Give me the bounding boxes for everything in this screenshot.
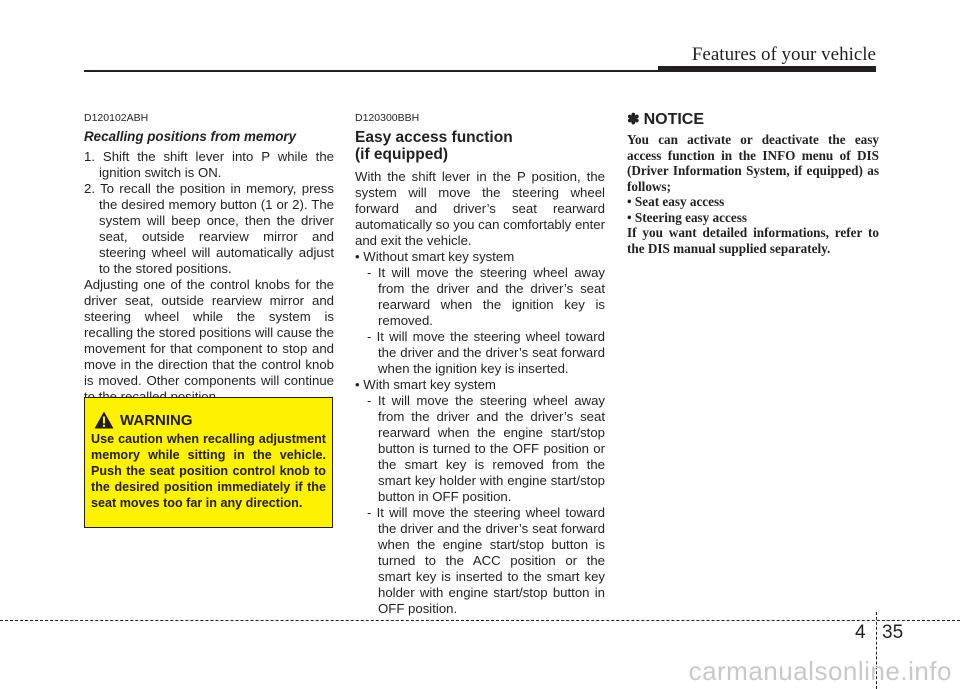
section-title-line: (if equipped) [355,146,448,163]
notice-star-icon: ✽ [627,111,640,128]
notice-line: • Seat easy access [627,194,725,209]
body-paragraph: Adjusting one of the control knobs for the driver seat, outside rearview mirror and steering wheel while the system is recalling the stored positions will cause the movement for that component to stop and move in the direction that the control knob is moved. Other components will continue [84,277,334,388]
intro-paragraph: With the shift lever in the P position, the system will move the steering wheel forward and driver’s seat rearward automatically so you can comfortably enter and exit the vehicle. [355,169,605,248]
page-number: 35 [882,622,904,643]
dash-item: - It will move the steering wheel toward the driver and the driver’s seat forward when the engine start/stop button is turned to the ACC position or the smart key is inserted to the smart key holder with engine start/stop button in OFF position. [367,505,605,616]
section-code: D120102ABH [84,112,149,124]
section-title-line: Easy access function [355,129,513,146]
notice-line: • Steering easy access [627,209,747,225]
footer-divider [0,620,960,621]
notice-text [627,132,879,256]
bullet-item: • Without smart key system [355,249,515,264]
step-item: 2. To recall the position in memory, press the desired memory button (1 or 2). The system will beep once, then the driver seat, outside rearview mirror and steering wheel will automatically adjust to the stored positions. [84,181,334,276]
watermark: carmanualsonline.info [688,656,952,686]
dash-item: - It will move the steering wheel away from the driver and the driver’s seat rearward when the ignition key is removed. [367,265,605,328]
step-item: 1. Shift the shift lever into P while the ignition switch is ON. [84,149,334,180]
warning-title: WARNING [120,411,193,429]
dash-item: - It will move the steering wheel away from the driver and the driver’s seat rearward when the engine start/stop button is turned to the OFF position or the smart key is removed from the smart key holder with engine start/stop button in OFF position. [367,393,605,504]
warning-box [84,397,333,528]
warning-icon [94,411,114,429]
header-rule [84,70,658,72]
notice-title-text: NOTICE [643,111,705,128]
subheading: Recalling positions from memory [84,129,297,144]
bullet-item: • With smart key system [355,377,496,392]
header-bar [658,66,876,72]
notice-column [627,110,879,256]
section-title [355,129,605,163]
page-header-title: Features of your vehicle [691,44,876,65]
warning-header [94,410,193,430]
middle-column [355,110,605,617]
dash-item: - It will move the steering wheel toward the driver and the driver’s seat forward when the ignition key is inserted. [367,329,605,376]
notice-title [627,112,879,128]
warning-text: Use caution when recalling adjustment memory while sitting in the vehicle. Push the seat position control knob to the desired position immediately if the seat moves too far in any direction. [91,432,326,510]
left-column [84,110,334,405]
chapter-number: 4 [855,622,866,643]
notice-line: You can activate or deactivate the easy access function in the INFO menu of DIS (Driver Information System, if equipped) as follows; [627,132,879,194]
notice-line: If you want detailed informations, refer to the DIS manual supplied separately. [627,225,879,256]
section-code: D120300BBH [355,112,420,124]
